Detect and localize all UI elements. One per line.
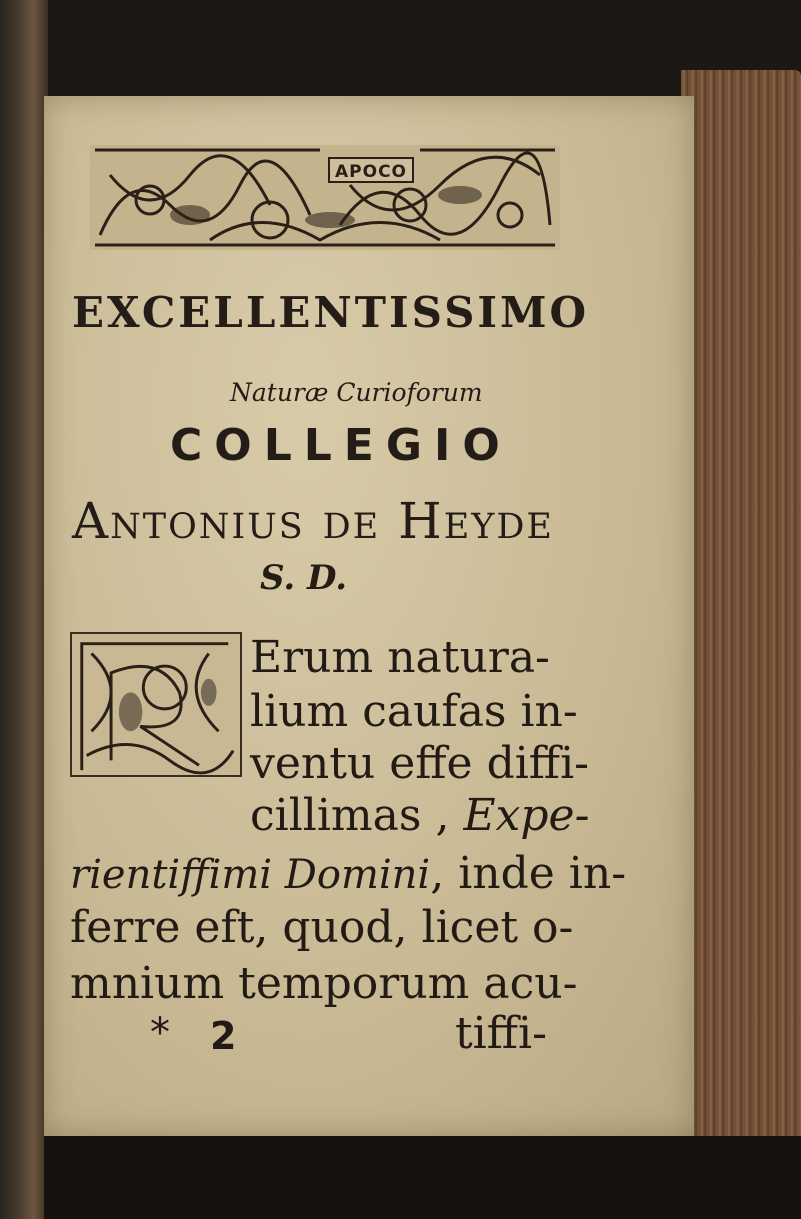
title-author bbox=[72, 492, 554, 550]
body-line-3: ventu effe diffi- bbox=[250, 738, 590, 789]
title-salutem-dicit: S. D. bbox=[260, 558, 348, 598]
body-line-5-text: , inde in- bbox=[430, 848, 627, 899]
bottom-shadow bbox=[44, 1136, 801, 1219]
body-line-5-italic: rientiffimi Domini bbox=[70, 852, 431, 898]
title-collegio: COLLEGIO bbox=[170, 420, 512, 471]
signature-asterisk: * bbox=[150, 1010, 170, 1056]
body-line-4 bbox=[250, 790, 589, 841]
body-line-7: mnium temporum acu- bbox=[70, 958, 578, 1009]
body-line-4-text: cillimas , bbox=[250, 790, 464, 841]
body-line-5 bbox=[70, 848, 626, 899]
signature-number: 2 bbox=[210, 1014, 237, 1058]
headpiece-engraving bbox=[90, 145, 560, 250]
title-author-name: Antonius de bbox=[72, 492, 399, 550]
decorated-initial bbox=[70, 632, 242, 777]
decorated-initial-engraving bbox=[72, 634, 240, 775]
book-spine-edge bbox=[0, 0, 48, 1219]
headpiece-banner-text: APOCO bbox=[328, 157, 414, 183]
title-author-surname: Heyde bbox=[398, 492, 554, 550]
title-naturae-curiosorum: Naturæ Curioforum bbox=[230, 378, 483, 407]
headpiece-ornament bbox=[90, 145, 560, 250]
body-line-4-italic: Expe- bbox=[463, 790, 590, 841]
body-line-1: Erum natura- bbox=[250, 632, 550, 683]
body-line-6: ferre eft, quod, licet o- bbox=[70, 902, 574, 953]
body-line-2: lium caufas in- bbox=[250, 686, 578, 737]
title-excellentissimo: EXCELLENTISSIMO bbox=[72, 288, 590, 337]
book-page-edges bbox=[681, 70, 801, 1160]
catchword: tiffi- bbox=[455, 1008, 547, 1059]
